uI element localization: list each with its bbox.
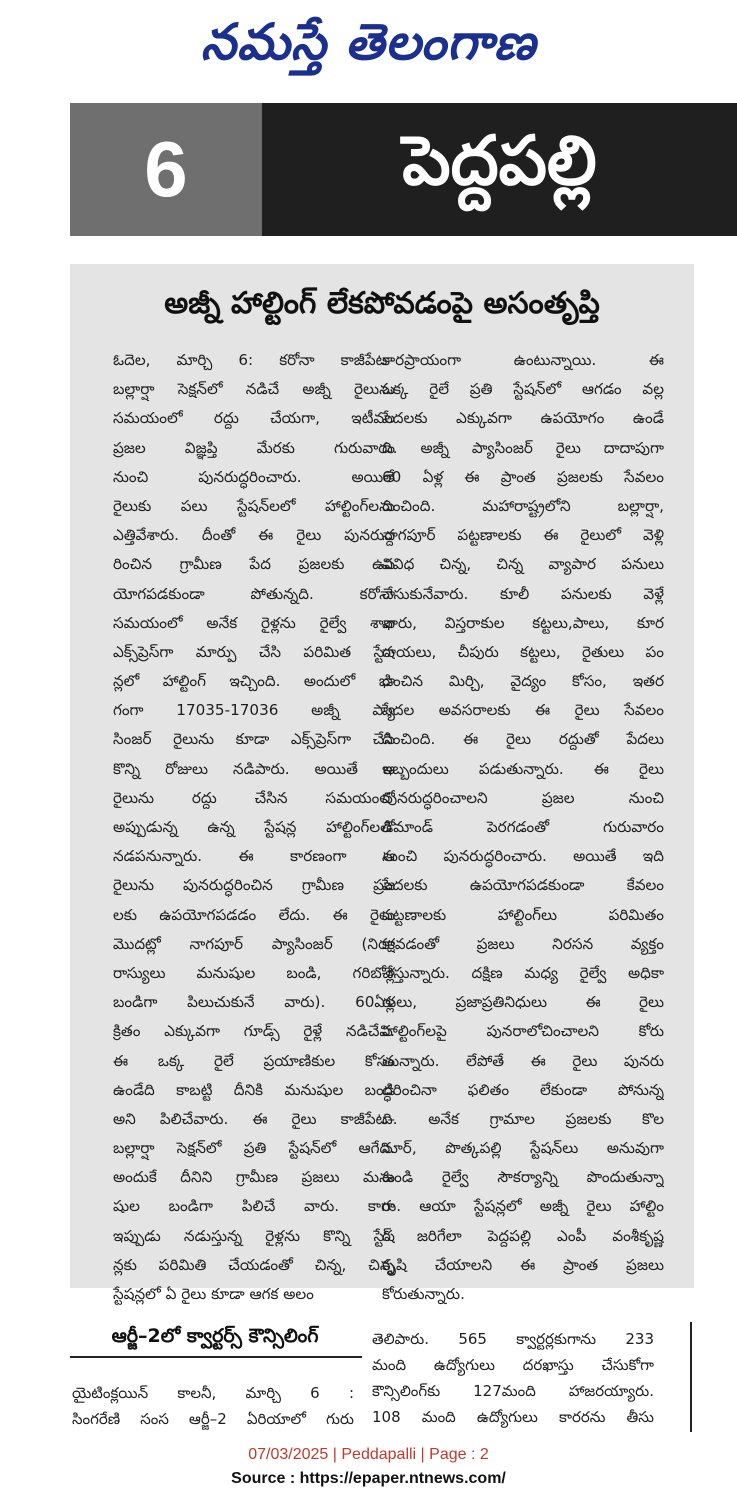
text-line: రాస్యులు మనుషుల బండి, గరిబోళ్ల [113, 963, 395, 982]
text-line: మంది ఉద్యోగులు దరఖాస్తు చేసుకోగా [372, 1356, 654, 1374]
text-line: ద్ధరించినా ఫలితం లేకుండా పోనున్న [382, 1080, 664, 1099]
text-line: ఇప్పుడు నడుస్తున్న రైళ్లను కొన్ని స్టేష [113, 1226, 395, 1245]
text-line: ఉండేది కాబట్టి దీనికి మనుషుల బండి [113, 1080, 395, 1099]
text-line: దించింది. ఈ రైలు రద్దుతో పేదలు [382, 730, 664, 749]
text-line: ఎత్తివేశారు. దీంతో ఈ రైలు పునరుద్ద [113, 526, 395, 545]
text-line: అని పిలిచేవారు. ఈ రైలు కాజీపేట– [113, 1109, 395, 1128]
text-line: నుంచి పునరుద్ధరించారు. అయితే [113, 467, 395, 486]
text-line: క్రితం ఎక్కువగా గూడ్స్ రైళ్లే నడిచేవి. [113, 1022, 395, 1041]
text-line: ఒక్క రైలే ప్రతి స్టేషన్‌లో ఆగడం వల్ల [382, 380, 664, 399]
column-rule [690, 1322, 692, 1432]
text-line: పునరుద్ధరించాలని ప్రజల నుంచి [382, 788, 664, 807]
text-line: మొదట్లో నాగపూర్ ప్యాసింజర్ (నిరక్ష [113, 934, 395, 953]
text-line: రైలును పునరుద్ధరించిన గ్రామీణ ప్రజ [113, 876, 395, 895]
text-line: సింగరేణి సంస ఆర్జీ–2 ఏరియాలో గురు [72, 1410, 354, 1428]
text-line: డిమాండ్ పెరగడంతో గురువారం [382, 818, 664, 836]
text-line: హాల్టింగ్‌లపై పునరాలోచించాలని కోరు [382, 1022, 664, 1041]
newspaper-masthead [0, 6, 737, 78]
text-line: దించింది. మహారాష్ట్రలోని బల్లార్షా, [382, 496, 664, 515]
text-line: లకు ఉపయోగపడడం లేదు. ఈ రైలు [113, 905, 395, 924]
article-headline: అజ్నీ హాల్టింగ్ లేకపోవడంపై అసంతృప్తి [164, 286, 600, 321]
article-column-right [382, 346, 664, 1309]
text-line: సింజర్ రైలును కూడా ఎక్స్‌ప్రెస్‌గా చేసి [113, 730, 395, 749]
text-line: ఈ ఒక్క రైలే ప్రయాణికుల కోసం [113, 1051, 395, 1070]
text-line: రైలుకు పలు స్టేషన్‌లలో హాల్టింగ్‌లను [113, 496, 395, 515]
text-line: రు. ఆయా స్టేషన్లలో అజ్నీ రైలు హాల్టిం [382, 1197, 664, 1216]
text-line: నుంచి పునరుద్ధరించారు. అయితే ఇది [382, 847, 664, 866]
text-line: చేస్తున్నారు. దక్షిణ మధ్య రైల్వే అధికా [382, 963, 664, 982]
text-line: స్టేషన్లలో ఏ రైలు కూడా ఆగక అలం [113, 1285, 314, 1303]
text-line: రులు, ప్రజాప్రతినిధులు ఈ రైలు [382, 993, 664, 1012]
second-article-column-right [372, 1326, 654, 1430]
text-line: ఉండి రైల్వే సౌకర్యాన్ని పొందుతున్నా [382, 1168, 664, 1187]
text-line: సమయంలో అనేక రైళ్లను రైల్వే శాఖ [113, 613, 395, 632]
text-line: పేదల అవసరాలకు ఈ రైలు సేవలం [382, 701, 664, 720]
text-line: పట్టణాలకు హాల్టింగ్‌లు పరిమితం [382, 905, 664, 924]
text-line: కారప్రాయంగా ఉంటున్నాయి. ఈ [382, 351, 664, 369]
text-line: ఎక్స్‌ప్రెస్‌గా మార్పు చేసి పరిమిత స్టేష [113, 642, 395, 661]
text-line: 60 ఏళ్ల ఈ ప్రాంత ప్రజలకు సేవలం [382, 467, 664, 486]
text-line: డించిన మిర్చి, వైద్యం కోసం, ఇతర [382, 672, 664, 691]
text-line: న్లకు పరిమితి చేయడంతో చిన్న, చిన్న [113, 1255, 395, 1274]
text-line: కొన్ని రోజులు నడిపారు. అయితే ఆ [113, 759, 395, 778]
text-line: కోరుతున్నారు. [382, 1285, 465, 1303]
text-line: యోగపడకుండా పోతున్నది. కరోనా [113, 584, 395, 603]
edition-place: పెద్దపల్లి [262, 103, 737, 236]
text-line: ఓదెల, మార్చి 6: కరోనా కాజీపేట– [113, 351, 395, 369]
main-article [70, 264, 694, 1303]
text-line: తెలిపారు. 565 క్వార్టర్లకుగాను 233 [372, 1330, 654, 1348]
headline-underline [70, 1356, 362, 1358]
text-line: గ్ జరిగేలా పెద్దపల్లి ఎంపీ వంశీకృష్ణ [382, 1226, 664, 1245]
text-line: షుల బండిగా పిలిచే వారు. కాగా [113, 1197, 395, 1216]
text-line: నడపనున్నారు. ఈ కారణంగా ఆ [113, 847, 395, 866]
text-line: అప్పుడున్న ఉన్న స్టేషన్ల హాల్టింగ్‌లతో [113, 818, 395, 836]
text-line: అందుకే దీనిని గ్రామీణ ప్రజలు మను [113, 1168, 395, 1187]
text-line: కావడంతో ప్రజలు నిరసన వ్యక్తం [382, 934, 664, 953]
page-banner [70, 103, 737, 236]
text-line: కౌన్సిలింగ్‌కు 127మంది హాజరయ్యారు. [372, 1382, 654, 1400]
second-article-headline: ఆర్జీ–2లో క్వార్టర్స్ కౌన్సిలింగ్ [111, 1325, 319, 1347]
article-column-left [113, 346, 395, 1309]
text-line: నూర్, పొత్కపల్లి స్టేషన్‌లు అనువుగా [382, 1139, 664, 1158]
text-line: బల్లార్షా సెక్షన్‌లో ప్రతి స్టేషన్‌లో ఆగేది. [113, 1139, 395, 1158]
text-line: వారు, విస్తరాకుల కట్టలు,పాలు, కూర [382, 613, 664, 632]
text-line: యైటింక్లయిన్ కాలనీ, మార్చి 6 : [72, 1384, 354, 1402]
text-line: ది. అనేక గ్రామాల ప్రజలకు కొల [382, 1109, 664, 1128]
footer-date-line: 07/03/2025 | Peddapalli | Page : 2 [248, 1446, 489, 1463]
text-line: బండిగా పిలుచుకునే వారు). 60ఏళ్ల [113, 993, 395, 1012]
text-line: గాయలు, చీపురు కట్టలు, రైతులు పం [382, 642, 664, 661]
text-line: రైలును రద్దు చేసిన సమయంలో [113, 788, 395, 807]
text-line: ఇబ్బందులు పడుతున్నారు. ఈ రైలు [382, 759, 664, 778]
page-number: 6 [70, 103, 262, 236]
text-line: కృషి చేయాలని ఈ ప్రాంత ప్రజలు [382, 1255, 664, 1274]
text-line: గంగా 17035-17036 అజ్నీ ప్యా [113, 701, 395, 720]
masthead-title: నమస్తే తెలంగాణ [200, 13, 537, 71]
text-line: పేదలకు ఎక్కువగా ఉపయోగం ఉండే [382, 409, 664, 428]
page-footer [0, 1443, 737, 1491]
second-article-column-left [72, 1380, 354, 1432]
text-line: పేదలకు ఉపయోగపడకుండా కేవలం [382, 876, 664, 895]
footer-source-line: Source : https://epaper.ntnews.com/ [231, 1470, 506, 1487]
text-line: నాగపూర్ పట్టణాలకు ఈ రైలులో వెళ్లి [382, 526, 664, 545]
text-line: తున్నారు. లేపోతే ఈ రైలు పునరు [382, 1051, 664, 1070]
text-line: న్లలో హాల్టింగ్ ఇచ్చింది. అందులో భా [113, 672, 395, 691]
text-line: వివిధ చిన్న, చిన్న వ్యాపార పనులు [382, 555, 664, 574]
text-line: చేసుకునేవారు. కూలీ పనులకు వెళ్లే [382, 584, 664, 603]
text-line: ప్రజల విజ్ఞప్తి మేరకు గురువారం [113, 438, 395, 457]
text-line: ది. అజ్నీ ప్యాసింజర్ రైలు దాదాపుగా [382, 438, 664, 457]
text-line: సమయంలో రద్దు చేయగా, ఇటీవల [113, 409, 395, 428]
text-line: రించిన గ్రామీణ పేద ప్రజలకు ఉప [113, 555, 395, 574]
text-line: బల్లార్షా సెక్షన్‌లో నడిచే అజ్నీ రైలును [113, 380, 395, 399]
text-line: 108 మంది ఉద్యోగులు కారరను తీసు [372, 1408, 654, 1426]
